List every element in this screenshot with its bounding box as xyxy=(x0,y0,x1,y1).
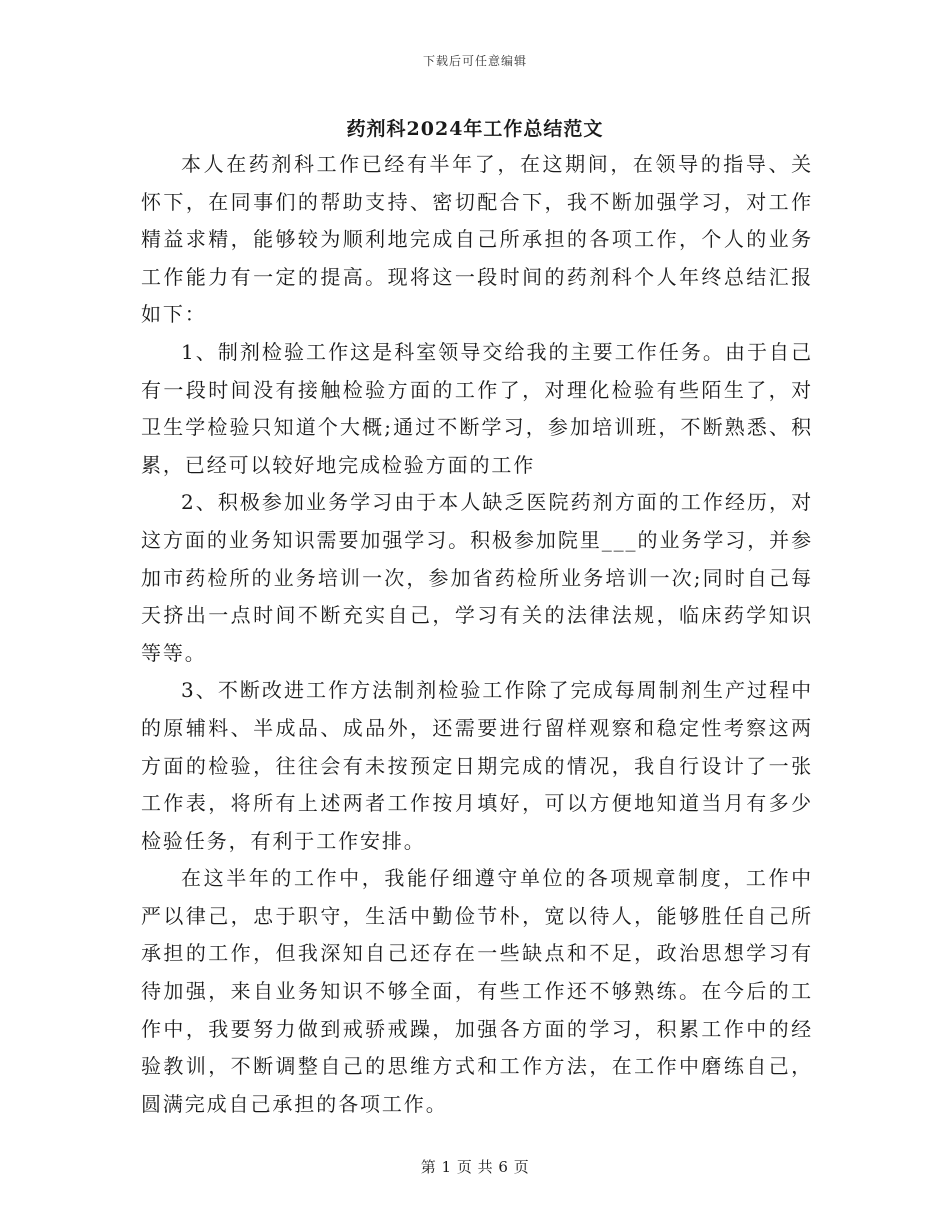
paragraph-intro: 本人在药剂科工作已经有半年了，在这期间，在领导的指导、关怀下，在同事们的帮助支持、密切配合下，我不断加强学习，对工作精益求精，能够较为顺利地完成自己所承担的各项工作，个人的业务工作能力有一定的提高。现将这一段时间的药剂科个人年终总结汇报如下： xyxy=(141,152,813,327)
paragraph-item-3: 3、不断改进工作方法制剂检验工作除了完成每周制剂生产过程中的原辅料、半成品、成品外，还需要进行留样观察和稳定性考察这两方面的检验，往往会有未按预定日期完成的情况，我自行设计了一张工作表，将所有上述两者工作按月填好，可以方便地知道当月有多少检验任务，有利于工作安排。 xyxy=(141,678,813,853)
paragraph-conclusion: 在这半年的工作中，我能仔细遵守单位的各项规章制度，工作中严以律己，忠于职守，生活中勤俭节朴，宽以待人，能够胜任自己所承担的工作，但我深知自己还存在一些缺点和不足，政治思想学习有待加强，来自业务知识不够全面，有些工作还不够熟练。在今后的工作中，我要努力做到戒骄戒躁，加强各方面的学习，积累工作中的经验教训，不断调整自己的思维方式和工作方法，在工作中磨练自己，圆满完成自己承担的各项工作。 xyxy=(141,866,813,1116)
header-note: 下载后可任意编辑 xyxy=(422,54,527,68)
page-number: 第 1 页 共 6 页 xyxy=(420,1158,530,1176)
document-title: 药剂科2024年工作总结范文 xyxy=(346,118,604,140)
document-body xyxy=(141,146,813,1123)
paragraph-item-1: 1、制剂检验工作这是科室领导交给我的主要工作任务。由于自己有一段时间没有接触检验方面的工作了，对理化检验有些陌生了，对卫生学检验只知道个大概;通过不断学习，参加培训班，不断熟悉、积累，已经可以较好地完成检验方面的工作 xyxy=(141,339,813,477)
paragraph-item-2: 2、积极参加业务学习由于本人缺乏医院药剂方面的工作经历，对这方面的业务知识需要加强学习。积极参加院里___的业务学习，并参加市药检所的业务培训一次，参加省药检所业务培训一次;同时自己每天挤出一点时间不断充实自己，学习有关的法律法规，临床药学知识等等。 xyxy=(141,490,813,665)
